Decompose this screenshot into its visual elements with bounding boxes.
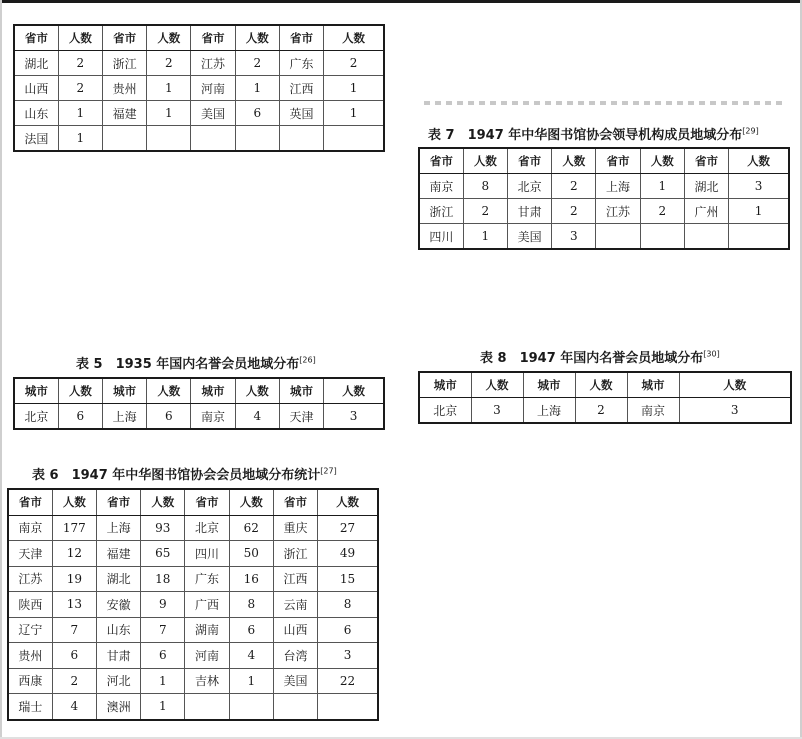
region-cell: 天津 xyxy=(279,404,323,430)
region-cell: 瑞士 xyxy=(8,694,52,720)
region-cell: 美国 xyxy=(273,668,317,694)
count-cell: 3 xyxy=(324,404,384,430)
column-header: 省市 xyxy=(684,148,728,174)
table-row xyxy=(419,224,789,250)
count-cell: 1 xyxy=(147,101,191,126)
column-header: 城市 xyxy=(14,378,58,404)
region-cell: 贵州 xyxy=(102,76,146,101)
count-cell: 3 xyxy=(552,224,596,250)
count-cell: 1 xyxy=(58,126,102,152)
region-cell: 西康 xyxy=(8,668,52,694)
region-cell: 江苏 xyxy=(8,566,52,592)
region-cell: 广东 xyxy=(185,566,229,592)
region-cell: 吉林 xyxy=(185,668,229,694)
region-cell: 江西 xyxy=(273,566,317,592)
table-8-reference: [30] xyxy=(703,349,720,359)
column-header: 城市 xyxy=(102,378,146,404)
region-cell: 安徽 xyxy=(96,592,140,618)
count-cell: 6 xyxy=(147,404,191,430)
table-row xyxy=(14,404,384,430)
count-cell: 4 xyxy=(52,694,96,720)
count-cell: 1 xyxy=(729,199,789,224)
column-header: 省市 xyxy=(596,148,640,174)
region-cell: 湖北 xyxy=(14,51,58,76)
region-cell xyxy=(596,224,640,250)
column-header: 人数 xyxy=(640,148,684,174)
region-cell: 山西 xyxy=(273,617,317,643)
region-cell xyxy=(273,694,317,720)
count-cell xyxy=(729,224,789,250)
count-cell: 1 xyxy=(147,76,191,101)
table-5-caption xyxy=(76,353,316,372)
region-cell: 福建 xyxy=(96,541,140,567)
count-cell: 6 xyxy=(235,101,279,126)
table-7-reference: [29] xyxy=(742,126,759,136)
table-5-honorary-members-1935 xyxy=(13,377,385,430)
region-cell xyxy=(279,126,323,152)
count-cell: 49 xyxy=(318,541,378,567)
count-cell: 3 xyxy=(679,398,791,424)
column-header: 人数 xyxy=(58,378,102,404)
column-header: 城市 xyxy=(419,372,471,398)
table-5-caption-text: 表 5 1935 年国内名誉会员地域分布 xyxy=(76,357,300,372)
table-row xyxy=(419,199,789,224)
count-cell: 7 xyxy=(52,617,96,643)
column-header: 城市 xyxy=(627,372,679,398)
table-row xyxy=(419,398,791,424)
table-row xyxy=(8,694,378,720)
count-cell: 8 xyxy=(229,592,273,618)
column-header: 人数 xyxy=(324,25,384,51)
header-row xyxy=(14,378,384,404)
count-cell: 22 xyxy=(318,668,378,694)
region-cell xyxy=(185,694,229,720)
table-row xyxy=(8,515,378,541)
page-top-border xyxy=(0,0,802,3)
count-cell: 2 xyxy=(147,51,191,76)
table-6-member-distribution-1947 xyxy=(7,488,379,721)
region-cell: 美国 xyxy=(507,224,551,250)
region-cell xyxy=(102,126,146,152)
count-cell: 1 xyxy=(141,668,185,694)
table-row xyxy=(8,643,378,669)
region-cell: 江苏 xyxy=(191,51,235,76)
count-cell: 1 xyxy=(141,694,185,720)
region-cell xyxy=(684,224,728,250)
region-cell: 浙江 xyxy=(102,51,146,76)
count-cell: 50 xyxy=(229,541,273,567)
header-row xyxy=(8,489,378,515)
region-cell: 法国 xyxy=(14,126,58,152)
column-header: 城市 xyxy=(279,378,323,404)
count-cell: 1 xyxy=(58,101,102,126)
region-cell: 河北 xyxy=(96,668,140,694)
region-cell: 河南 xyxy=(185,643,229,669)
column-header: 人数 xyxy=(235,378,279,404)
count-cell: 62 xyxy=(229,515,273,541)
count-cell: 1 xyxy=(229,668,273,694)
table-6-reference: [27] xyxy=(320,466,337,476)
count-cell: 6 xyxy=(141,643,185,669)
count-cell: 6 xyxy=(52,643,96,669)
count-cell: 3 xyxy=(729,174,789,199)
table-row xyxy=(14,51,384,76)
column-header: 省市 xyxy=(279,25,323,51)
table-4-region-distribution xyxy=(13,24,385,152)
column-header: 人数 xyxy=(575,372,627,398)
region-cell: 湖北 xyxy=(684,174,728,199)
count-cell: 4 xyxy=(229,643,273,669)
count-cell xyxy=(229,694,273,720)
page-left-edge xyxy=(0,0,2,739)
region-cell: 广西 xyxy=(185,592,229,618)
region-cell: 山东 xyxy=(96,617,140,643)
column-header: 人数 xyxy=(229,489,273,515)
table-row xyxy=(14,126,384,152)
count-cell: 1 xyxy=(463,224,507,250)
region-cell: 上海 xyxy=(102,404,146,430)
column-header: 省市 xyxy=(273,489,317,515)
table-row xyxy=(419,174,789,199)
count-cell: 177 xyxy=(52,515,96,541)
column-header: 省市 xyxy=(419,148,463,174)
region-cell: 重庆 xyxy=(273,515,317,541)
count-cell: 9 xyxy=(141,592,185,618)
count-cell: 6 xyxy=(229,617,273,643)
region-cell: 湖北 xyxy=(96,566,140,592)
column-header: 人数 xyxy=(552,148,596,174)
column-header: 人数 xyxy=(463,148,507,174)
column-header: 人数 xyxy=(324,378,384,404)
region-cell: 北京 xyxy=(185,515,229,541)
count-cell: 2 xyxy=(235,51,279,76)
table-7-caption xyxy=(428,124,759,143)
count-cell: 6 xyxy=(58,404,102,430)
count-cell: 2 xyxy=(324,51,384,76)
count-cell: 8 xyxy=(463,174,507,199)
column-header: 省市 xyxy=(14,25,58,51)
region-cell: 福建 xyxy=(102,101,146,126)
region-cell: 浙江 xyxy=(273,541,317,567)
column-header: 人数 xyxy=(235,25,279,51)
count-cell: 12 xyxy=(52,541,96,567)
column-header: 人数 xyxy=(318,489,378,515)
table-5-reference: [26] xyxy=(299,355,316,365)
table-7-caption-text: 表 7 1947 年中华图书馆协会领导机构成员地域分布 xyxy=(428,128,743,143)
header-row xyxy=(419,148,789,174)
column-header: 人数 xyxy=(471,372,523,398)
region-cell: 北京 xyxy=(14,404,58,430)
column-header: 省市 xyxy=(96,489,140,515)
count-cell: 2 xyxy=(575,398,627,424)
region-cell: 江西 xyxy=(279,76,323,101)
count-cell: 1 xyxy=(640,174,684,199)
count-cell: 19 xyxy=(52,566,96,592)
count-cell xyxy=(235,126,279,152)
region-cell: 云南 xyxy=(273,592,317,618)
region-cell: 山东 xyxy=(14,101,58,126)
region-cell: 辽宁 xyxy=(8,617,52,643)
region-cell: 南京 xyxy=(191,404,235,430)
column-header: 人数 xyxy=(58,25,102,51)
column-header: 省市 xyxy=(185,489,229,515)
count-cell xyxy=(640,224,684,250)
count-cell: 1 xyxy=(324,101,384,126)
count-cell: 3 xyxy=(318,643,378,669)
count-cell: 93 xyxy=(141,515,185,541)
column-header: 人数 xyxy=(679,372,791,398)
header-row xyxy=(14,25,384,51)
region-cell: 浙江 xyxy=(419,199,463,224)
table-8-caption-text: 表 8 1947 年国内名誉会员地域分布 xyxy=(480,351,704,366)
count-cell: 4 xyxy=(235,404,279,430)
region-cell: 广州 xyxy=(684,199,728,224)
table-row xyxy=(8,668,378,694)
column-header: 人数 xyxy=(729,148,789,174)
region-cell: 甘肃 xyxy=(507,199,551,224)
header-row xyxy=(419,372,791,398)
region-cell: 北京 xyxy=(507,174,551,199)
count-cell: 7 xyxy=(141,617,185,643)
count-cell: 2 xyxy=(58,76,102,101)
region-cell: 上海 xyxy=(596,174,640,199)
count-cell: 1 xyxy=(235,76,279,101)
region-cell: 南京 xyxy=(419,174,463,199)
column-header: 省市 xyxy=(191,25,235,51)
region-cell: 山西 xyxy=(14,76,58,101)
table-row xyxy=(8,617,378,643)
region-cell: 四川 xyxy=(419,224,463,250)
scan-artifact-line xyxy=(424,101,784,105)
region-cell: 天津 xyxy=(8,541,52,567)
count-cell: 3 xyxy=(471,398,523,424)
table-row xyxy=(8,566,378,592)
table-8-honorary-members-1947 xyxy=(418,371,792,424)
region-cell: 南京 xyxy=(627,398,679,424)
count-cell xyxy=(324,126,384,152)
column-header: 人数 xyxy=(52,489,96,515)
count-cell: 2 xyxy=(58,51,102,76)
region-cell: 陕西 xyxy=(8,592,52,618)
count-cell: 2 xyxy=(552,199,596,224)
count-cell: 15 xyxy=(318,566,378,592)
column-header: 人数 xyxy=(147,25,191,51)
region-cell: 上海 xyxy=(96,515,140,541)
count-cell: 8 xyxy=(318,592,378,618)
region-cell: 澳洲 xyxy=(96,694,140,720)
table-6-caption xyxy=(32,464,337,483)
region-cell: 湖南 xyxy=(185,617,229,643)
region-cell: 台湾 xyxy=(273,643,317,669)
region-cell: 上海 xyxy=(523,398,575,424)
column-header: 城市 xyxy=(191,378,235,404)
region-cell: 江苏 xyxy=(596,199,640,224)
column-header: 省市 xyxy=(8,489,52,515)
count-cell: 27 xyxy=(318,515,378,541)
region-cell: 四川 xyxy=(185,541,229,567)
table-row xyxy=(14,76,384,101)
column-header: 省市 xyxy=(507,148,551,174)
region-cell: 南京 xyxy=(8,515,52,541)
table-6-caption-text: 表 6 1947 年中华图书馆协会会员地域分布统计 xyxy=(32,468,321,483)
column-header: 城市 xyxy=(523,372,575,398)
table-row xyxy=(14,101,384,126)
region-cell: 河南 xyxy=(191,76,235,101)
table-7-leadership-distribution xyxy=(418,147,790,250)
region-cell: 甘肃 xyxy=(96,643,140,669)
column-header: 省市 xyxy=(102,25,146,51)
count-cell: 2 xyxy=(463,199,507,224)
count-cell: 1 xyxy=(324,76,384,101)
region-cell: 英国 xyxy=(279,101,323,126)
table-row xyxy=(8,541,378,567)
region-cell xyxy=(191,126,235,152)
count-cell: 2 xyxy=(640,199,684,224)
column-header: 人数 xyxy=(141,489,185,515)
count-cell: 18 xyxy=(141,566,185,592)
table-8-caption xyxy=(480,347,720,366)
region-cell: 北京 xyxy=(419,398,471,424)
count-cell: 2 xyxy=(52,668,96,694)
count-cell xyxy=(318,694,378,720)
table-row xyxy=(8,592,378,618)
count-cell: 6 xyxy=(318,617,378,643)
region-cell: 美国 xyxy=(191,101,235,126)
region-cell: 贵州 xyxy=(8,643,52,669)
count-cell: 13 xyxy=(52,592,96,618)
count-cell xyxy=(147,126,191,152)
count-cell: 2 xyxy=(552,174,596,199)
count-cell: 16 xyxy=(229,566,273,592)
region-cell: 广东 xyxy=(279,51,323,76)
column-header: 人数 xyxy=(147,378,191,404)
count-cell: 65 xyxy=(141,541,185,567)
